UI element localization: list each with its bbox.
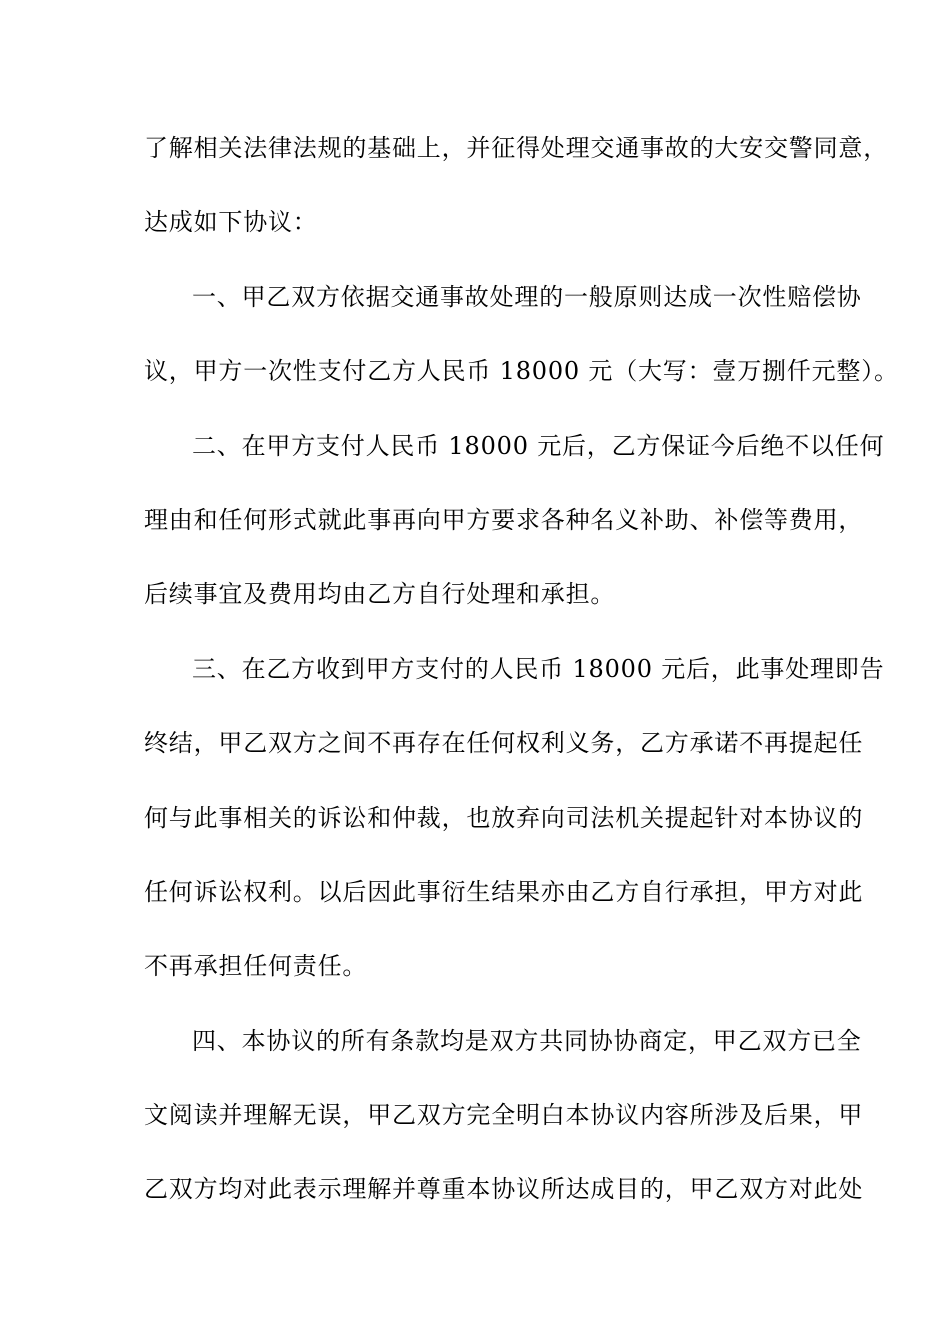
text-line: 后续事宜及费用均由乙方自行处理和承担。 [144, 580, 616, 609]
text-line: 文阅读并理解无误，甲乙双方完全明白本协议内容所涉及后果，甲 [144, 1101, 864, 1130]
clause-4-start: 四、本协议的所有条款均是双方共同协协商定，甲乙双方已全 [192, 1026, 862, 1055]
text-line: 任何诉讼权利。以后因此事衍生结果亦由乙方自行承担，甲方对此 [144, 877, 864, 906]
agreement-body [144, 128, 899, 1244]
text-line: 议，甲方一次性支付乙方人民币 18000 元（大写：壹万捌仟元整）。 [144, 357, 899, 386]
text-line: 终结，甲乙双方之间不再存在任何权利义务，乙方承诺不再提起任 [144, 729, 864, 758]
clause-3-start: 三、在乙方收到甲方支付的人民币 18000 元后，此事处理即告 [192, 654, 885, 683]
text-line: 了解相关法律法规的基础上，并征得处理交通事故的大安交警同意， [144, 134, 888, 162]
text-line: 何与此事相关的诉讼和仲裁，也放弃向司法机关提起针对本协议的 [144, 803, 864, 832]
clause-1-start: 一、甲乙双方依据交通事故处理的一般原则达成一次性赔偿协 [192, 282, 862, 311]
text-line: 理由和任何形式就此事再向甲方要求各种名义补助、补偿等费用， [144, 505, 864, 534]
clause-2-start: 二、在甲方支付人民币 18000 元后，乙方保证今后绝不以任何 [192, 431, 885, 460]
text-line: 乙双方均对此表示理解并尊重本协议所达成目的，甲乙双方对此处 [144, 1175, 864, 1204]
text-line: 达成如下协议： [144, 208, 318, 237]
text-line: 不再承担任何责任。 [144, 952, 368, 981]
